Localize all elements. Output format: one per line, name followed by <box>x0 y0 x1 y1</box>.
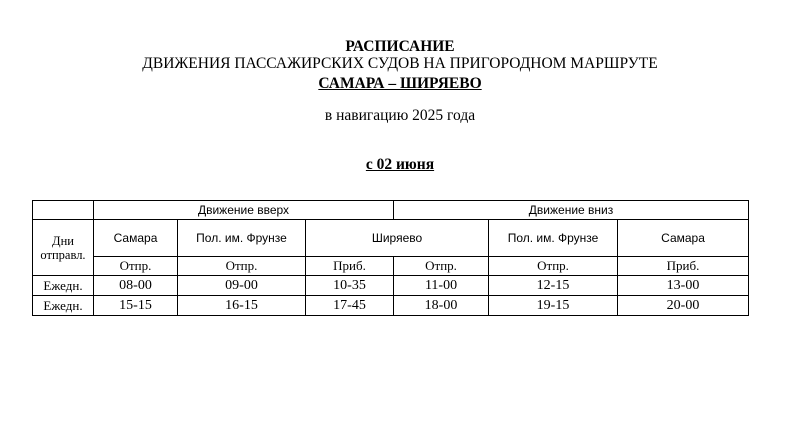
time-cell: 12-15 <box>489 276 618 296</box>
direction-header-row <box>33 201 749 220</box>
time-cell: 19-15 <box>489 296 618 316</box>
time-cell: 16-15 <box>178 296 306 316</box>
empty-corner-cell <box>33 201 94 220</box>
time-cell: 18-00 <box>394 296 489 316</box>
direction-up-header: Движение вверх <box>94 201 394 220</box>
station-frunze-down: Пол. им. Фрунзе <box>489 220 618 257</box>
schedule-subtitle: ДВИЖЕНИЯ ПАССАЖИРСКИХ СУДОВ НА ПРИГОРОДНОМ МАРШРУТЕ <box>142 55 658 72</box>
time-cell: 17-45 <box>306 296 394 316</box>
time-type-row <box>33 257 749 276</box>
table-row <box>33 296 749 316</box>
schedule-title: РАСПИСАНИЕ <box>345 38 455 55</box>
days-cell: Ежедн. <box>33 296 94 316</box>
station-samara-up: Самара <box>94 220 178 257</box>
time-type-cell: Отпр. <box>394 257 489 276</box>
station-samara-down: Самара <box>618 220 749 257</box>
time-cell: 13-00 <box>618 276 749 296</box>
effective-date: с 02 июня <box>365 156 435 173</box>
time-cell: 09-00 <box>178 276 306 296</box>
time-type-cell: Отпр. <box>94 257 178 276</box>
time-type-cell: Приб. <box>306 257 394 276</box>
station-frunze-up: Пол. им. Фрунзе <box>178 220 306 257</box>
days-cell: Ежедн. <box>33 276 94 296</box>
direction-down-header: Движение вниз <box>394 201 749 220</box>
station-header-row <box>33 220 749 257</box>
days-header: Дни отправл. <box>33 220 94 276</box>
navigation-season: в навигацию 2025 года <box>324 107 476 124</box>
time-cell: 10-35 <box>306 276 394 296</box>
time-type-cell: Приб. <box>618 257 749 276</box>
time-type-cell: Отпр. <box>489 257 618 276</box>
table-row <box>33 276 749 296</box>
time-cell: 11-00 <box>394 276 489 296</box>
station-shiryaevo: Ширяево <box>306 220 489 257</box>
schedule-table <box>32 200 749 316</box>
time-cell: 20-00 <box>618 296 749 316</box>
time-type-cell: Отпр. <box>178 257 306 276</box>
time-cell: 08-00 <box>94 276 178 296</box>
route-name: САМАРА – ШИРЯЕВО <box>318 75 482 92</box>
time-cell: 15-15 <box>94 296 178 316</box>
